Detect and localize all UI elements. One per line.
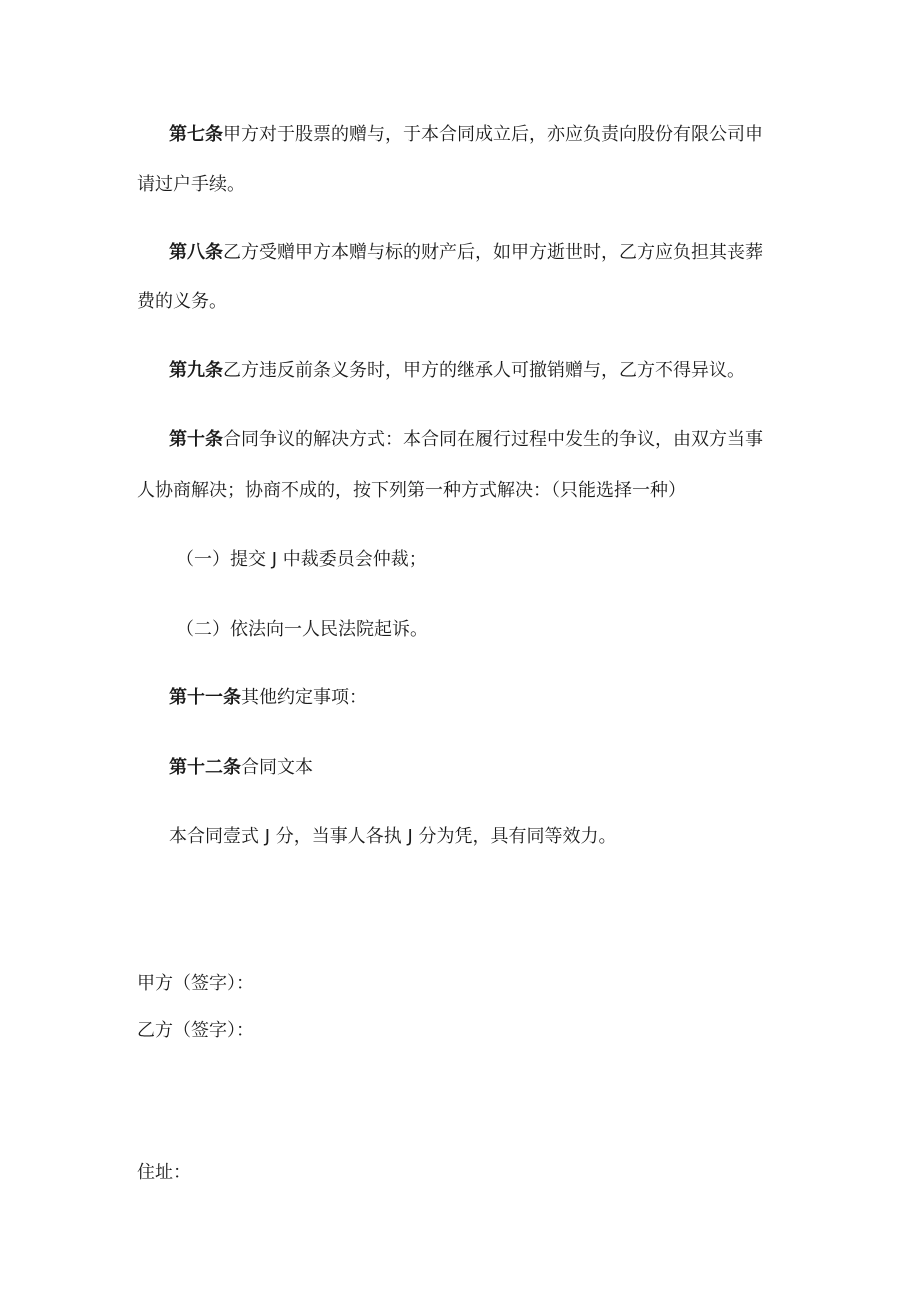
- article-9-line-1: [169, 359, 745, 383]
- article-11-line: [169, 686, 367, 710]
- article-8-heading: 第八条: [169, 242, 223, 263]
- article-7-line-2: 请过户手续。: [137, 174, 245, 195]
- article-12-body: 本合同壹式 J 分，当事人各执 J 分为凭，具有同等效力。: [169, 826, 617, 847]
- article-7-line-1: [169, 123, 763, 147]
- article-8-line-1: [169, 241, 763, 265]
- article-8-line-2: 费的义务。: [137, 291, 227, 312]
- article-11-heading: 第十一条: [169, 687, 241, 708]
- article-11-text: 其他约定事项：: [241, 687, 367, 708]
- article-10-text: 合同争议的解决方式：本合同在履行过程中发生的争议，由双方当事: [223, 429, 763, 450]
- dispute-option-1: （一）提交 J 中裁委员会仲裁；: [176, 549, 427, 570]
- article-8-text: 乙方受赠甲方本赠与标的财产后，如甲方逝世时，乙方应负担其丧葬: [223, 242, 763, 263]
- article-12-text: 合同文本: [241, 757, 313, 778]
- address-label: 住址：: [137, 1162, 191, 1183]
- article-10-heading: 第十条: [169, 429, 223, 450]
- article-9-heading: 第九条: [169, 360, 223, 381]
- article-7-text: 甲方对于股票的赠与，于本合同成立后，亦应负责向股份有限公司申: [223, 124, 763, 145]
- dispute-option-2: （二）依法向一人民法院起诉。: [176, 619, 428, 640]
- article-12-line: [169, 756, 313, 780]
- article-12-heading: 第十二条: [169, 757, 241, 778]
- party-b-signature-label: 乙方（签字）：: [137, 1020, 254, 1041]
- article-9-text: 乙方违反前条义务时，甲方的继承人可撤销赠与，乙方不得异议。: [223, 360, 745, 381]
- article-10-line-2: 人协商解决；协商不成的，按下列第一种方式解决：（只能选择一种）: [137, 480, 686, 501]
- party-a-signature-label: 甲方（签字）：: [137, 973, 254, 994]
- article-10-line-1: [169, 428, 763, 452]
- article-7-heading: 第七条: [169, 124, 223, 145]
